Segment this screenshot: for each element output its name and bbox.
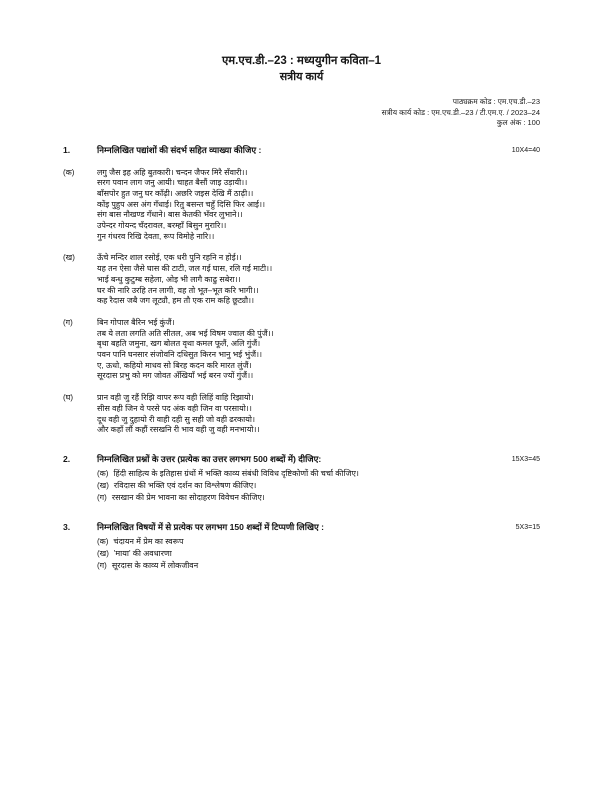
text-line: पवन पानि घनसार संजोवनि दधिसुत किरन भानु भई भुंजैं।।	[97, 350, 263, 360]
question-number: 2.	[63, 453, 71, 464]
text-line: चंदायन में प्रेम का स्वरूप	[113, 537, 184, 547]
text-line: कोंइ पुहुप अस अंग गँधाई। रितु बसन्त चहुँ दिसि फिर आई।।	[97, 199, 266, 209]
part-label: (ख)	[97, 549, 109, 559]
text-line: सीस वही जिन वे परसे पद अंक वही जिन वा परसायो।।	[97, 403, 252, 413]
question-header	[63, 454, 540, 465]
question-text: निम्नलिखित प्रश्नों के उत्तर (प्रत्येक का उत्तर लगभग 500 शब्दों में) दीजिए:	[97, 453, 322, 464]
text-line: भाई बन्धु कुटुम्ब सहेला, ओइ भी लागै काढु सबेरा।।	[97, 274, 241, 284]
marks-label: 15X3=45	[511, 455, 540, 463]
part-label: (ग)	[97, 561, 107, 571]
part-lines	[97, 318, 540, 382]
question-part	[63, 318, 540, 382]
text-line: संग बास नौखण्ड गँधाने। बास केतकी भँवर लुभाने।।	[97, 210, 243, 220]
text-line: बाँसपोर हुत जनु घर काँढ़ी। अछरि जइस देखि मैं ठाढ़ी।।	[97, 188, 254, 198]
part-label: (ग)	[97, 493, 107, 503]
part-label: (घ)	[63, 393, 74, 403]
part-label: (क)	[97, 537, 109, 547]
code-block	[63, 97, 540, 129]
question-part	[63, 537, 540, 548]
text-line: सूरदास के काव्य में लोकजीवन	[111, 561, 199, 571]
question-text: निम्नलिखित पद्यांशों की संदर्भ सहित व्याख्या कीजिए :	[97, 144, 262, 155]
question-part	[63, 393, 540, 436]
course-code: पाठ्यक्रम कोड : एम.एच.डी.–23	[452, 97, 540, 106]
question-text: निम्नलिखित विषयों में से प्रत्येक पर लगभग 150 शब्दों में टिप्पणी लिखिए :	[97, 522, 324, 533]
text-line: ए, ऊधो, कहियो माधव सो बिरह कदन करि मारत लुंजैं।	[97, 360, 252, 370]
document-header	[63, 54, 540, 84]
question-part	[63, 493, 540, 504]
part-lines	[112, 493, 540, 504]
part-lines	[112, 561, 540, 572]
text-line: हिंदी साहित्य के इतिहास ग्रंथों में भक्ति काव्य संबंधी विविध दृष्टिकोणों की चर्चा कीजिए।	[113, 468, 359, 478]
text-line: सरग पवान लाग जनु आयी। चाहत बैसौं जाइ उड़ायी।।	[97, 178, 248, 188]
marks-label: 5X3=15	[515, 524, 540, 532]
text-line: गुन गंधरव रिखि देवता, रूप विमोहे नारि।।	[97, 231, 215, 241]
part-lines	[97, 253, 540, 307]
question-2	[63, 454, 540, 504]
part-label: (ख)	[97, 481, 109, 491]
assignment-code: सत्रीय कार्य कोड : एम.एच.डी.–23 / टी.एम.ए. / 2023–24	[381, 107, 540, 117]
part-label: (क)	[63, 167, 75, 177]
question-header	[63, 522, 540, 533]
part-label: (क)	[97, 468, 109, 478]
part-lines	[114, 549, 540, 560]
text-line: दूध वही जु दुहायो री वाही दही सु सही जो वही ढरकायो।	[97, 414, 255, 424]
question-1	[63, 145, 540, 436]
text-line: बिन गोपाल बैरिन भई कुंजैं।	[97, 317, 175, 327]
part-lines	[97, 393, 540, 436]
course-title: एम.एच.डी.–23 : मध्ययुगीन कविता–1	[221, 55, 382, 67]
part-lines	[97, 168, 540, 243]
total-marks: कुल अंक : 100	[496, 118, 540, 127]
question-part	[63, 469, 540, 480]
text-line: उपेन्दर गोयन्द चँदरावल, बरम्हाँ बिसुन मुरारि।।	[97, 221, 227, 231]
text-line: रविदास की भक्ति एवं दर्शन का विश्लेषण कीजिए।	[113, 481, 257, 491]
text-line: कह रैदास जबै जग लूट्यौ, हम तौ एक राम कहि छूट्यौ।।	[97, 296, 255, 306]
text-line: और कहाँ लौं कहौं रसखनि री भाव वही जु वही मनभायो।।	[97, 425, 260, 435]
question-number: 3.	[63, 522, 71, 533]
question-number: 1.	[63, 144, 71, 155]
text-line: प्रान वही जु रहैं रिझि वापर रूप वही लिहिं वाहि रिझायो।	[97, 393, 254, 403]
question-part	[63, 168, 540, 243]
text-line: 'माया' की अवधारणा	[113, 549, 172, 559]
text-line: रसखान की प्रेम भावना का सोदाहरण विवेचन कीजिए।	[111, 493, 265, 503]
question-3	[63, 522, 540, 572]
question-part	[63, 561, 540, 572]
text-line: तब ये लता लगति अति सीतल, अब भई विषम ज्वाल की पुंजैं।।	[97, 328, 274, 338]
text-line: यह तन ऐसा जैसे घास की टाटी, जल गई घास, रलि गई माटी।।	[97, 264, 273, 274]
question-part	[63, 481, 540, 492]
text-line: सूरदास प्रभु को मग जोवत अँखियाँ भई बरन ज्यों गुंजैं।।	[97, 371, 254, 381]
text-line: बृथा बहति जमुना, खग बोलत वृथा कमल फूलैं, अलि गुंजैं।	[97, 339, 261, 349]
text-line: ऊँचे मन्दिर शाल रसोई, एक धरी पुनि रहनि न होई।।	[97, 253, 242, 263]
part-lines	[113, 469, 540, 480]
question-part	[63, 253, 540, 307]
assignment-type: सत्रीय कार्य	[279, 71, 324, 83]
part-lines	[113, 537, 540, 548]
text-line: घर की नारि उरहि तन लागी, वह तो भूत–भूत करि भागी।।	[97, 285, 259, 295]
part-label: (ख)	[63, 253, 75, 263]
marks-label: 10X4=40	[511, 146, 540, 154]
question-header	[63, 145, 540, 156]
question-part	[63, 549, 540, 560]
part-lines	[114, 481, 540, 492]
part-label: (ग)	[63, 317, 73, 327]
questions-list	[63, 145, 540, 573]
text-line: लगु जैस इह अहि बुतकारी। चन्दन जैफर मिरै सँवारी।।	[97, 167, 248, 177]
